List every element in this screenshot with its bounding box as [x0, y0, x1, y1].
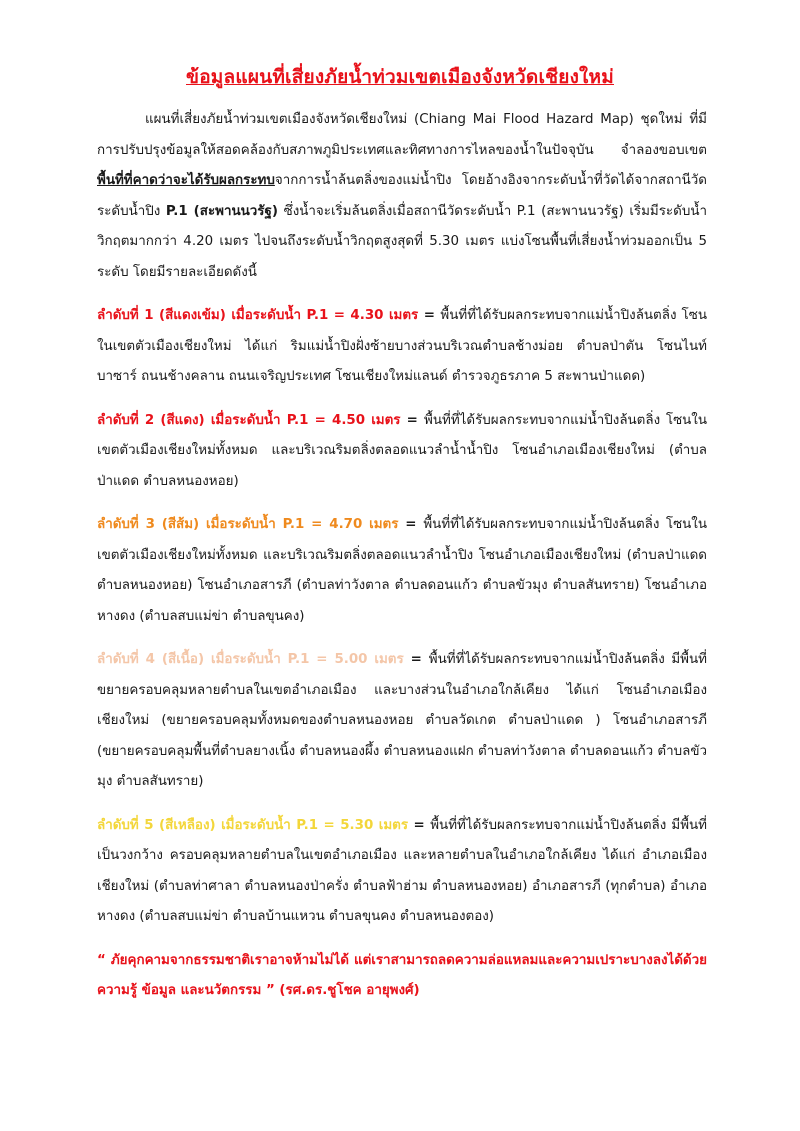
level-5-text: พื้นที่ที่ได้รับผลกระทบจากแม่น้ำปิงล้นตลิ่ง มีพื้นที่เป็นวงกว้าง ครอบคลุมหลายตำบลในเขตอำเภอเมือง และหลายตำบลในอำเภอใกล้เคียง ได้แก่ อำเภอเมืองเชียงใหม่ (ตำบลท่าศาลา ตำบลหนองป่าครั่ง ตำบลฟ้าฮ่าม ตำบลหนองหอย) อำเภอสารภี (ทุกตำบล) อำเภอหางดง (ตำบลสบแม่ข่า ตำบลบ้านแหวน ตำบลขุนคง ตำบลหนองตอง)	[97, 817, 707, 924]
level-2-equals: =	[400, 412, 425, 428]
intro-paragraph	[97, 105, 707, 288]
document-body	[97, 105, 707, 1007]
level-2-paragraph	[97, 406, 707, 498]
level-1-equals: =	[418, 308, 441, 323]
intro-station: P.1 (สะพานนวรัฐ)	[165, 203, 279, 219]
level-2-text: พื้นที่ที่ได้รับผลกระทบจากแม่น้ำปิงล้นตลิ่ง โซนในเขตตัวเมืองเชียงใหม่ทั้งหมด และบริเวณริมตลิ่งตลอดแนวลำน้ำน้ำปิง โซนอำเภอเมืองเชียงใหม่ (ตำบลป่าแดด ตำบลหนองหอย)	[97, 412, 708, 489]
level-3-paragraph	[97, 510, 707, 632]
level-5-equals: =	[408, 817, 431, 833]
level-4-label: ลำดับที่ 4 (สีเนื้อ) เมื่อระดับน้ำ P.1 = 5.00 เมตร	[97, 652, 404, 667]
level-3-equals: =	[398, 517, 424, 532]
level-5-paragraph	[97, 811, 707, 933]
level-4-paragraph	[97, 645, 707, 798]
quote-text: “ ภัยคุกคามจากธรรมชาติเราอาจห้ามไม่ได้ แต่เราสามารถลดความล่อแหลมและความเปราะบางลงได้ด้วยความรู้ ข้อมูล และนวัตกรรม ”	[97, 952, 707, 998]
level-4-text: พื้นที่ที่ได้รับผลกระทบจากแม่น้ำปิงล้นตลิ่ง มีพื้นที่ขยายครอบคลุมหลายตำบลในเขตอำเภอเมือง และบางส่วนในอำเภอใกล้เคียง ได้แก่ โซนอำเภอเมืองเชียงใหม่ (ขยายครอบคลุมทั้งหมดของตำบลหนองหอย ตำบลวัดเกต ตำบลป่าแดด ) โซนอำเภอสารภี (ขยายครอบคลุมพื้นที่ตำบลยางเนิ้ง ตำบลหนองผึ้ง ตำบลหนองแฝก ตำบลท่าวังตาล ตำบลดอนแก้ว ตำบลขัวมุง ตำบลสันทราย)	[97, 652, 707, 789]
intro-highlight: พื้นที่ที่คาดว่าจะได้รับผลกระทบ	[97, 173, 275, 188]
level-1-text: พื้นที่ที่ได้รับผลกระทบจากแม่น้ำปิงล้นตลิ่ง โซนในเขตตัวเมืองเชียงใหม่ ได้แก่ ริมแม่น้ำปิงฝั่งซ้ายบางส่วนบริเวณตำบลช้างม่อย ตำบลป่าตัน โซนไนท์บาซาร์ ถนนช้างคลาน ถนนเจริญประเทศ โซนเชียงใหม่แลนด์ ตำรวจภูธรภาค 5 สะพานป่าแดด)	[97, 308, 707, 384]
intro-text-3: ซึ่งน้ำจะเริ่มล้นตลิ่งเมื่อสถานีวัดระดับน้ำ P.1 (สะพานนวรัฐ) เริ่มมีระดับน้ำวิกฤตมากกว่า 4.20 เมตร ไปจนถึงระดับน้ำวิกฤตสูงสุดที่ 5.30 เมตร แบ่งโซนพื้นที่เสี่ยงน้ำท่วมออกเป็น 5 ระดับ โดยมีรายละเอียดดังนี้	[97, 203, 707, 280]
intro-text-2: จากการน้ำล้นตลิ่งของแม่น้ำปิง โดยอ้างอิงจากระดับน้ำที่วัดได้จากสถานีวัดระดับน้ำปิง	[97, 173, 707, 219]
level-4-equals: =	[403, 652, 429, 667]
quote-author: (รศ.ดร.ชูโชค อายุพงศ์)	[274, 983, 420, 998]
intro-text-1: แผนที่เสี่ยงภัยน้ำท่วมเขตเมืองจังหวัดเชียงใหม่ (Chiang Mai Flood Hazard Map) ชุดใหม่ ที่มีการปรับปรุงข้อมูลให้สอดคล้องกับสภาพภูมิประเทศและทิศทางการไหลของน้ำในปัจจุบัน จำลองขอบเขต	[97, 112, 707, 158]
quote-paragraph	[97, 946, 707, 1007]
document-title: ข้อมูลแผนที่เสี่ยงภัยน้ำท่วมเขตเมืองจังหวัดเชียงใหม่	[186, 66, 614, 88]
level-3-text: พื้นที่ที่ได้รับผลกระทบจากแม่น้ำปิงล้นตลิ่ง โซนในเขตตัวเมืองเชียงใหม่ทั้งหมด และบริเวณริมตลิ่งตลอดแนวลำน้ำปิง โซนอำเภอเมืองเชียงใหม่ (ตำบลป่าแดด ตำบลหนองหอย) โซนอำเภอสารภี (ตำบลท่าวังตาล ตำบลดอนแก้ว ตำบลขัวมุง ตำบลสันทราย) โซนอำเภอหางดง (ตำบลสบแม่ข่า ตำบลขุนคง)	[97, 517, 707, 624]
level-2-label: ลำดับที่ 2 (สีแดง) เมื่อระดับน้ำ P.1 = 4.50 เมตร	[97, 412, 401, 428]
level-5-label: ลำดับที่ 5 (สีเหลือง) เมื่อระดับน้ำ P.1 = 5.30 เมตร	[97, 817, 409, 833]
level-1-paragraph	[97, 301, 707, 393]
level-1-label: ลำดับที่ 1 (สีแดงเข้ม) เมื่อระดับน้ำ P.1 = 4.30 เมตร	[97, 308, 419, 323]
level-3-label: ลำดับที่ 3 (สีส้ม) เมื่อระดับน้ำ P.1 = 4.70 เมตร	[97, 517, 399, 532]
